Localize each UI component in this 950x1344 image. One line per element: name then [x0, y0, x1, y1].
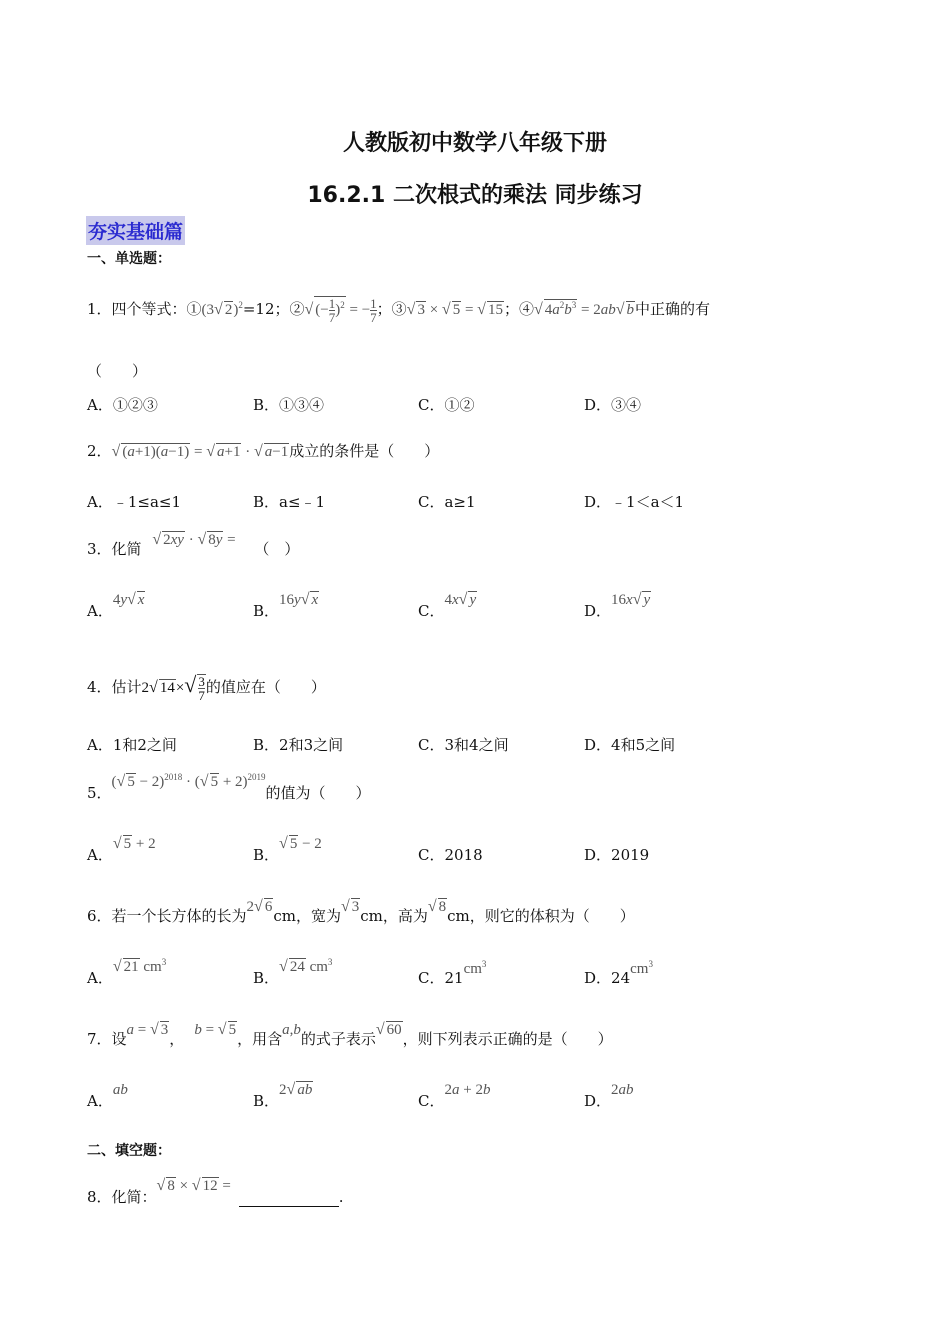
q2-math: √ (a+1)(a−1) = √ a+1 · √ a−1 [111, 443, 289, 460]
q4-option-c: C．3和4之间 [418, 736, 509, 754]
q6-option-d-label: D． [584, 969, 612, 987]
q2-option-a: A．﹣1≤a≤1 [87, 493, 181, 511]
q7-text: 7．设 [87, 1030, 127, 1048]
q6-option-b-label: B． [253, 969, 280, 987]
q6-option-c-label: C． [418, 969, 445, 987]
q6-t2: cm，宽为 [273, 907, 341, 925]
q2-num: 2． [87, 442, 112, 460]
q5-option-a-math: √ 5 + 2 [112, 835, 156, 852]
q5-option-b-label: B． [253, 846, 280, 864]
q2-option-c: C．a≥1 [418, 493, 476, 511]
q7-option-a-label: A． [87, 1092, 113, 1110]
q5-option-c-label: C． [418, 846, 445, 864]
q1-eq2-math: √ (− $\frac{1}{7}$ )$^2$ = − $\frac{1}{7}$ [304, 296, 377, 325]
q6-option-c [418, 959, 487, 988]
q1-paren: （ ） [87, 362, 148, 380]
q6-option-c-unit: $cm^3$ [463, 959, 487, 977]
q3-option-d-math: 16x√ y [611, 591, 651, 608]
q1-eq1-math: (3√ 2)$^2$ [201, 299, 243, 318]
q7-option-a [87, 1082, 128, 1111]
q8-end: . [338, 1188, 344, 1206]
q5-option-a-label: A． [87, 846, 113, 864]
q6-option-d-unit: $cm^3$ [630, 959, 653, 977]
q3-option-a [87, 591, 145, 621]
q6-option-a-label: A． [87, 969, 113, 987]
q7-a-def: a = √ 3 [126, 1021, 169, 1038]
q6-t4: cm，则它的体积为（ ） [447, 907, 635, 925]
q6-option-a-math: √ 21 $cm^3$ [112, 957, 167, 975]
q2-option-d: D．﹣1＜a＜1 [584, 493, 685, 511]
question-3 [87, 531, 300, 559]
q6-text: 6．若一个长方体的长为 [87, 907, 247, 925]
q1-option-b: B．①③④ [253, 396, 325, 414]
q7-option-c [418, 1082, 491, 1111]
q3-option-d [584, 591, 651, 621]
q1-eq3-math: √ 3 × √ 5 = √ 15 [406, 300, 503, 318]
question-2 [87, 440, 439, 461]
q3-option-d-label: D． [584, 602, 612, 620]
q6-option-d-value: 24 [611, 969, 631, 987]
q3-paren: （ ） [254, 540, 300, 558]
q8-answer-blank[interactable] [239, 1193, 339, 1207]
question-7 [87, 1021, 613, 1049]
q5-option-b-math: √ 5 − 2 [279, 835, 322, 852]
q5-num: 5． [87, 784, 112, 802]
q1-eq1: =12；② [242, 299, 305, 318]
q3-option-a-math: 4y√ x [112, 591, 145, 608]
q5-math: (√ 5 − 2)$^{2018}$ · (√ 5 + 2)$^{2019}$ [111, 772, 266, 790]
q4-text: 4．估计 [87, 678, 142, 696]
q7-option-b [253, 1081, 313, 1111]
page-title: 人教版初中数学八年级下册 [342, 131, 607, 156]
q5-option-d-value: 2019 [611, 846, 650, 864]
q3-option-b-label: B． [253, 602, 280, 620]
q5-suffix: 的值为（ ） [265, 784, 371, 802]
q7-t2: ， [169, 1030, 185, 1048]
q1-eq2-end: ；③ [376, 299, 407, 318]
q4-math: 2√ 14×√ $\frac{3}{7}$ [141, 672, 205, 704]
q5-option-d-label: D． [584, 846, 612, 864]
q7-t3: ，用含 [237, 1030, 283, 1048]
q7-t4: 的式子表示 [300, 1030, 376, 1048]
page-subtitle: 16.2.1 二次根式的乘法 同步练习 [307, 183, 643, 208]
question-4 [87, 672, 326, 702]
q3-option-b-math: 16y√ x [279, 591, 319, 608]
q2-option-b: B．a≤﹣1 [253, 493, 326, 511]
q6-option-d [584, 959, 653, 988]
question-6 [87, 898, 635, 926]
q4-option-b: B．2和3之间 [253, 736, 344, 754]
q7-sqrt60: √ 60 [375, 1021, 402, 1038]
q6-length-math: 2√ 6 [246, 898, 273, 915]
q4-option-a: A．1和2之间 [87, 736, 177, 754]
q6-option-b [253, 957, 333, 988]
q6-t3: cm，高为 [360, 907, 428, 925]
q6-height-math: √ 8 [427, 898, 447, 915]
question-8 [87, 1177, 344, 1207]
q1-prefix: 1．四个等式：① [87, 299, 202, 318]
q6-option-a [87, 957, 167, 988]
section-badge: 夯实基础篇 [86, 216, 185, 245]
q7-option-d-math: 2ab [611, 1082, 634, 1098]
q6-width-math: √ 3 [340, 898, 360, 915]
q5-option-d [584, 844, 649, 865]
q3-text: 3．化简 [87, 540, 142, 558]
q4-suffix: 的值应在（ ） [205, 678, 326, 696]
q3-option-c [418, 591, 477, 621]
q1-eq4-math: √ $4a^2b^3 = 2ab√$ b [533, 299, 634, 318]
q3-option-a-label: A． [87, 602, 113, 620]
q1-eq4-pre: ；④ [503, 299, 534, 318]
q3-option-c-label: C． [418, 602, 445, 620]
q7-option-c-label: C． [418, 1092, 445, 1110]
q3-option-c-math: 4x√ y [444, 591, 477, 608]
q7-t5: ，则下列表示正确的是（ ） [402, 1030, 613, 1048]
q7-option-d [584, 1082, 634, 1111]
q4-option-d: D．4和5之间 [584, 736, 676, 754]
q3-option-b [253, 591, 319, 621]
question-1 [87, 296, 710, 324]
q1-option-d: D．③④ [584, 396, 642, 414]
q7-option-b-label: B． [253, 1092, 280, 1110]
q8-math: √ 8 × √ 12 = [156, 1177, 231, 1194]
q2-suffix: 成立的条件是（ ） [289, 442, 440, 460]
q5-option-a [87, 835, 156, 865]
q7-option-d-label: D． [584, 1092, 612, 1110]
q8-text: 8．化简： [87, 1188, 157, 1206]
q7-b-def: b = √ 5 [194, 1021, 237, 1038]
q7-option-c-math: 2a + 2b [444, 1082, 491, 1098]
q1-option-c: C．①② [418, 396, 475, 414]
q7-ab-math: a,b [282, 1022, 301, 1038]
q1-option-a: A．①②③ [87, 396, 158, 414]
q5-option-c-value: 2018 [444, 846, 483, 864]
q7-option-a-math: ab [112, 1082, 128, 1098]
q1-suffix: 中正确的有 [635, 299, 711, 318]
q6-option-b-math: √ 24 $cm^3$ [279, 957, 333, 975]
q3-math: √ 2xy · √ 8y = [152, 531, 236, 548]
question-5 [87, 772, 371, 803]
section-fill-blank: 二、填空题： [87, 1143, 171, 1159]
section-single-choice: 一、单选题： [87, 251, 171, 267]
q6-option-c-value: 21 [444, 969, 464, 987]
q5-option-b [253, 835, 322, 865]
q7-option-b-math: 2√ ab [279, 1081, 313, 1098]
q5-option-c [418, 844, 483, 865]
